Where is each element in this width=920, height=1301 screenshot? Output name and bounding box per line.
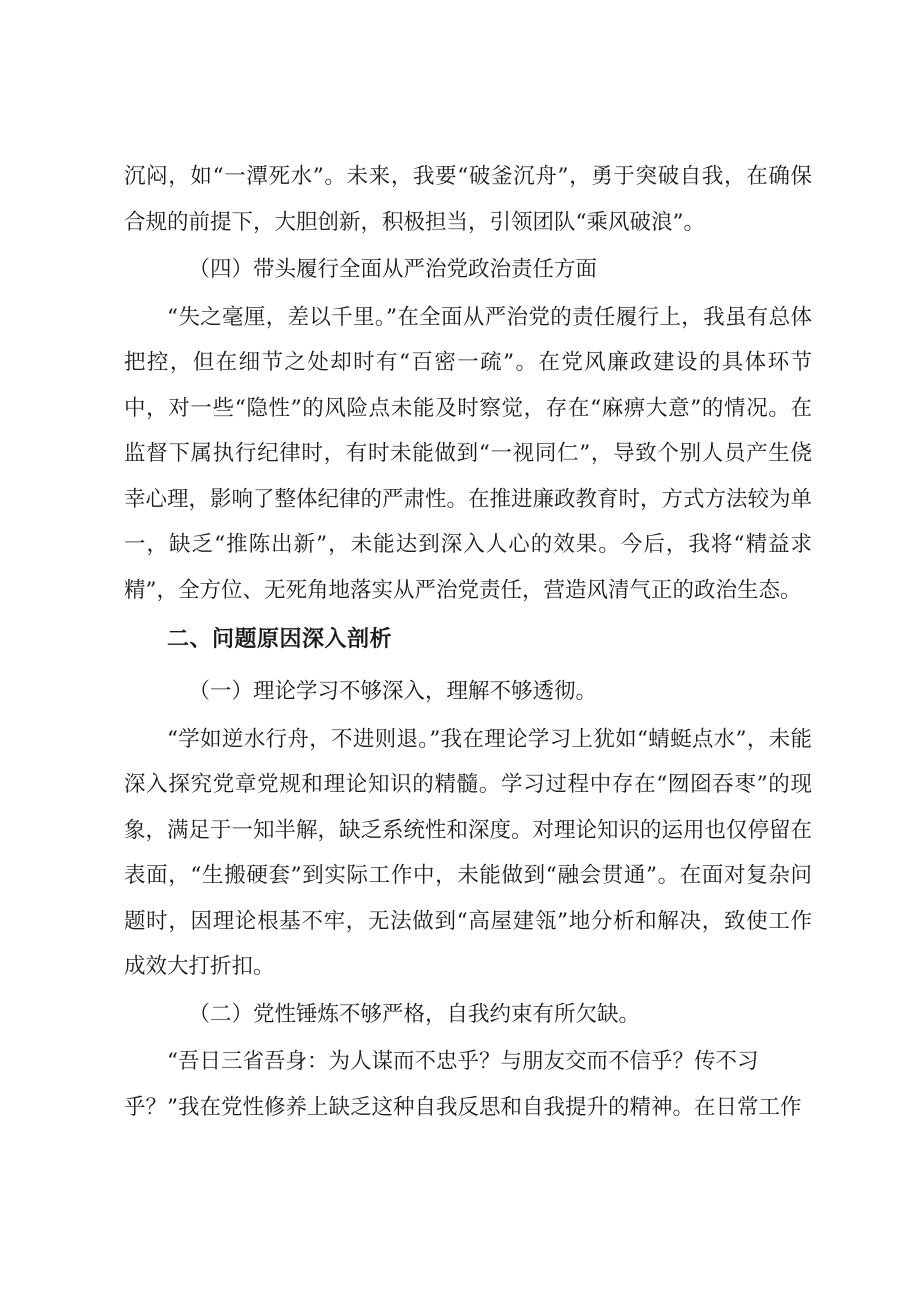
paragraph-continuation: 沉闷，如“一潭死水”。未来，我要“破釜沉舟”，勇于突破自我，在确保合规的前提下，大胆创新，积极担当，引领团队“乘风破浪”。 — [124, 164, 812, 235]
subheading-2-1: （一）理论学习不够深入，理解不够透彻。 — [188, 679, 598, 704]
paragraph-2-2-line-1: “吾日三省吾身：为人谋而不忠乎？与朋友交而不信乎？传不习 — [167, 1049, 759, 1074]
subheading-4: （四）带头履行全面从严治党政治责任方面 — [188, 257, 598, 282]
subheading-2-2: （二）党性锤炼不够严格，自我约束有所欠缺。 — [188, 1001, 641, 1027]
paragraph-4: “失之毫厘，差以千里。”在全面从严治党的责任履行上，我虽有总体把控，但在细节之处却时有“百密一疏”。在党风廉政建设的具体环节中，对一些“隐性”的风险点未能及时察觉，存在“麻痹大意”的情况。在监督下属执行纪律时，有时未能做到“一视同仁”，导致个别人员产生侥幸心理，影响了整体纪律的严肃性。在推进廉政教育时，方式方法较为单一，缺乏“推陈出新”，未能达到深入人心的效果。今后，我将“精益求精”，全方位、无死角地落实从严治党责任，营造风清气正的政治生态。 — [124, 304, 813, 603]
paragraph-2-1: “学如逆水行舟，不进则退。”我在理论学习上犹如“蜻蜓点水”，未能深入探究党章党规和理论知识的精髓。学习过程中存在“囫囵吞枣”的现象，满足于一知半解，缺乏系统性和深度。对理论知识的运用也仅停留在表面，“生搬硬套”到实际工作中，未能做到“融会贯通”。在面对复杂问题时，因理论根基不牢，无法做到“高屋建瓴”地分析和解决，致使工作成效大打折扣。 — [124, 726, 813, 979]
document-page — [124, 154, 812, 1130]
paragraph-2-2-line-2: 乎？”我在党性修养上缺乏这种自我反思和自我提升的精神。在日常工作 — [124, 1094, 802, 1120]
section-2-title: 二、问题原因深入剖析 — [167, 627, 393, 652]
